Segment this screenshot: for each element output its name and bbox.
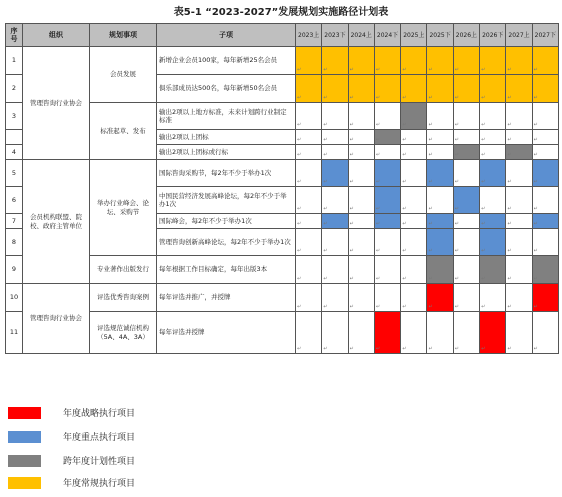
seq-cell [6, 130, 23, 145]
gantt-cell: ↵ [532, 47, 558, 75]
gantt-cell: ↵ [532, 312, 558, 354]
gantt-cell: ↵ [322, 256, 348, 284]
sub-cell: 新增企业会员100家，每年新增25名会员 [157, 47, 296, 75]
header-period: 2026下 [480, 24, 506, 47]
sub-cell: 俱乐部成员达500名，每年新增50名会员 [157, 75, 296, 103]
gantt-cell: ↵ [296, 229, 322, 256]
gantt-cell: ↵ [532, 103, 558, 130]
gantt-cell: ↵ [348, 75, 374, 103]
seq-cell: 8 [6, 229, 23, 256]
gantt-cell: ↵ [480, 145, 506, 160]
legend-swatch-red [8, 407, 41, 419]
gantt-cell: ↵ [427, 47, 453, 75]
gantt-cell: ↵ [348, 130, 374, 145]
gantt-cell: ↵ [427, 130, 453, 145]
header-period: 2023下 [322, 24, 348, 47]
gantt-cell: ↵ [532, 187, 558, 214]
gantt-cell: ↵ [374, 103, 400, 130]
sub-cell: 每年评选并推广，并授牌 [157, 284, 296, 312]
gantt-cell: ↵ [322, 312, 348, 354]
gantt-cell: ↵ [532, 160, 558, 187]
gantt-cell: ↵ [374, 214, 400, 229]
gantt-cell: ↵ [401, 130, 427, 145]
gantt-cell: ↵ [427, 187, 453, 214]
org-cell: 管理咨询行业协会 [23, 284, 90, 354]
gantt-cell: ↵ [506, 47, 532, 75]
seq-cell: 10 [6, 284, 23, 312]
gantt-cell: ↵ [296, 103, 322, 130]
gantt-cell: ↵ [401, 214, 427, 229]
gantt-cell: ↵ [480, 75, 506, 103]
gantt-cell: ↵ [506, 256, 532, 284]
header-sub: 子项 [157, 24, 296, 47]
gantt-cell: ↵ [453, 145, 479, 160]
header-period: 2025上 [401, 24, 427, 47]
seq-cell: 4 [6, 145, 23, 160]
gantt-cell: ↵ [322, 75, 348, 103]
gantt-cell: ↵ [322, 47, 348, 75]
gantt-cell: ↵ [453, 256, 479, 284]
sub-cell: 国际咨询采购节，每2年不少于举办1次 [157, 160, 296, 187]
legend-swatch-yellow [8, 477, 41, 489]
gantt-cell: ↵ [348, 47, 374, 75]
plan-table [5, 23, 559, 354]
gantt-cell: ↵ [532, 284, 558, 312]
gantt-cell: ↵ [322, 160, 348, 187]
gantt-cell: ↵ [532, 214, 558, 229]
gantt-cell: ↵ [296, 312, 322, 354]
gantt-cell: ↵ [322, 145, 348, 160]
gantt-cell: ↵ [453, 160, 479, 187]
gantt-cell: ↵ [374, 130, 400, 145]
seq-cell: 9 [6, 256, 23, 284]
header-plan: 规划事项 [90, 24, 157, 47]
gantt-cell: ↵ [348, 312, 374, 354]
header-period: 2024上 [348, 24, 374, 47]
gantt-cell: ↵ [506, 103, 532, 130]
seq-cell: 3 [6, 103, 23, 130]
gantt-cell: ↵ [296, 284, 322, 312]
gantt-cell: ↵ [374, 75, 400, 103]
gantt-cell: ↵ [532, 256, 558, 284]
gantt-cell: ↵ [506, 145, 532, 160]
gantt-cell: ↵ [480, 284, 506, 312]
gantt-cell: ↵ [348, 145, 374, 160]
seq-cell: 1 [6, 47, 23, 75]
gantt-cell: ↵ [453, 103, 479, 130]
gantt-cell: ↵ [322, 187, 348, 214]
gantt-cell: ↵ [401, 145, 427, 160]
gantt-cell: ↵ [480, 214, 506, 229]
gantt-cell: ↵ [427, 256, 453, 284]
gantt-cell: ↵ [348, 229, 374, 256]
gantt-cell: ↵ [401, 187, 427, 214]
legend-label: 跨年度计划性项目 [63, 457, 136, 467]
gantt-cell: ↵ [480, 256, 506, 284]
gantt-cell: ↵ [453, 229, 479, 256]
gantt-cell: ↵ [296, 47, 322, 75]
gantt-cell: ↵ [506, 160, 532, 187]
sub-cell: 每年评选并授牌 [157, 312, 296, 354]
gantt-cell: ↵ [453, 214, 479, 229]
gantt-cell: ↵ [348, 187, 374, 214]
seq-cell: 6 [6, 187, 23, 214]
gantt-cell: ↵ [506, 312, 532, 354]
header-org: 组织 [23, 24, 90, 47]
table-title: 表5-1 “2023-2027”发展规划实施路径计划表 [173, 7, 389, 18]
gantt-cell: ↵ [427, 229, 453, 256]
gantt-cell: ↵ [427, 312, 453, 354]
gantt-cell: ↵ [427, 160, 453, 187]
gantt-cell: ↵ [506, 214, 532, 229]
gantt-cell: ↵ [296, 130, 322, 145]
gantt-cell: ↵ [532, 130, 558, 145]
gantt-cell: ↵ [453, 75, 479, 103]
gantt-cell: ↵ [322, 214, 348, 229]
table-row [6, 284, 559, 312]
legend-label: 年度战略执行项目 [63, 409, 136, 419]
gantt-cell: ↵ [348, 256, 374, 284]
gantt-cell: ↵ [401, 47, 427, 75]
gantt-cell: ↵ [453, 130, 479, 145]
seq-cell: 2 [6, 75, 23, 103]
sub-cell: 管理咨询创新高峰论坛，每2年不少于举办1次 [157, 229, 296, 256]
gantt-cell: ↵ [427, 214, 453, 229]
plan-cell: 评选规范诚信机构（5A、4A、3A） [90, 312, 157, 354]
gantt-cell: ↵ [348, 284, 374, 312]
plan-cell: 举办行业峰会、论坛、采购节 [90, 160, 157, 256]
plan-cell: 评选优秀咨询案例 [90, 284, 157, 312]
gantt-cell: ↵ [348, 160, 374, 187]
header-period: 2024下 [374, 24, 400, 47]
gantt-cell: ↵ [453, 187, 479, 214]
header-period: 2023上 [296, 24, 322, 47]
gantt-cell: ↵ [296, 214, 322, 229]
plan-cell: 会员发展 [90, 47, 157, 103]
org-cell: 会员机构联盟、院校、政府主管单位 [23, 160, 90, 284]
gantt-cell: ↵ [401, 229, 427, 256]
gantt-cell: ↵ [401, 75, 427, 103]
gantt-cell: ↵ [427, 284, 453, 312]
gantt-cell: ↵ [401, 103, 427, 130]
sub-cell: 中国民营经济发展高峰论坛，每2年不少于举办1次 [157, 187, 296, 214]
gantt-cell: ↵ [322, 130, 348, 145]
legend-label: 年度常规执行项目 [63, 479, 136, 489]
seq-cell: 5 [6, 160, 23, 187]
gantt-cell: ↵ [374, 47, 400, 75]
gantt-cell: ↵ [453, 284, 479, 312]
gantt-cell: ↵ [506, 284, 532, 312]
gantt-cell: ↵ [296, 187, 322, 214]
gantt-cell: ↵ [480, 103, 506, 130]
gantt-cell: ↵ [322, 229, 348, 256]
header-period: 2025下 [427, 24, 453, 47]
gantt-cell: ↵ [401, 256, 427, 284]
gantt-cell: ↵ [401, 160, 427, 187]
gantt-cell: ↵ [480, 47, 506, 75]
gantt-cell: ↵ [506, 75, 532, 103]
plan-cell: 专业著作出版发行 [90, 256, 157, 284]
gantt-cell: ↵ [322, 284, 348, 312]
gantt-cell: ↵ [453, 312, 479, 354]
sub-cell: 每年根据工作目标确定，每年出版3本 [157, 256, 296, 284]
gantt-cell: ↵ [401, 312, 427, 354]
gantt-cell: ↵ [506, 229, 532, 256]
gantt-cell: ↵ [348, 103, 374, 130]
gantt-cell: ↵ [532, 75, 558, 103]
gantt-cell: ↵ [532, 145, 558, 160]
gantt-cell: ↵ [532, 229, 558, 256]
gantt-cell: ↵ [453, 47, 479, 75]
header-period: 2027上 [506, 24, 532, 47]
sub-cell: 输出2项以上团标或行标 [157, 145, 296, 160]
gantt-cell: ↵ [427, 103, 453, 130]
gantt-cell: ↵ [296, 75, 322, 103]
gantt-cell: ↵ [296, 256, 322, 284]
seq-cell: 7 [6, 214, 23, 229]
gantt-cell: ↵ [374, 312, 400, 354]
table-row [6, 47, 559, 75]
legend-label: 年度重点执行项目 [63, 433, 136, 443]
gantt-cell: ↵ [374, 256, 400, 284]
legend-swatch-gray [8, 455, 41, 467]
legend-swatch-blue [8, 431, 41, 443]
plan-cell: 标准起草、发布 [90, 103, 157, 160]
gantt-cell: ↵ [480, 229, 506, 256]
header-period: 2027下 [532, 24, 558, 47]
gantt-cell: ↵ [480, 130, 506, 145]
gantt-cell: ↵ [480, 312, 506, 354]
gantt-cell: ↵ [348, 214, 374, 229]
sub-cell: 国际峰会，每2年不少于举办1次 [157, 214, 296, 229]
gantt-cell: ↵ [480, 160, 506, 187]
gantt-cell: ↵ [427, 75, 453, 103]
header-row [6, 24, 559, 47]
gantt-cell: ↵ [506, 130, 532, 145]
sub-cell: 输出2项以上地方标准，未来计划跨行业制定标准 [157, 103, 296, 130]
gantt-cell: ↵ [506, 187, 532, 214]
gantt-cell: ↵ [427, 145, 453, 160]
gantt-cell: ↵ [374, 284, 400, 312]
gantt-cell: ↵ [374, 229, 400, 256]
gantt-cell: ↵ [401, 284, 427, 312]
table-row [6, 160, 559, 187]
gantt-cell: ↵ [374, 187, 400, 214]
gantt-cell: ↵ [374, 145, 400, 160]
org-cell: 管理咨询行业协会 [23, 47, 90, 160]
gantt-cell: ↵ [374, 160, 400, 187]
gantt-cell: ↵ [480, 187, 506, 214]
gantt-cell: ↵ [296, 160, 322, 187]
header-seq: 序号 [6, 24, 23, 47]
sub-cell: 输出2项以上团标 [157, 130, 296, 145]
seq-cell: 11 [6, 312, 23, 354]
gantt-cell: ↵ [296, 145, 322, 160]
gantt-cell: ↵ [322, 103, 348, 130]
header-period: 2026上 [453, 24, 479, 47]
